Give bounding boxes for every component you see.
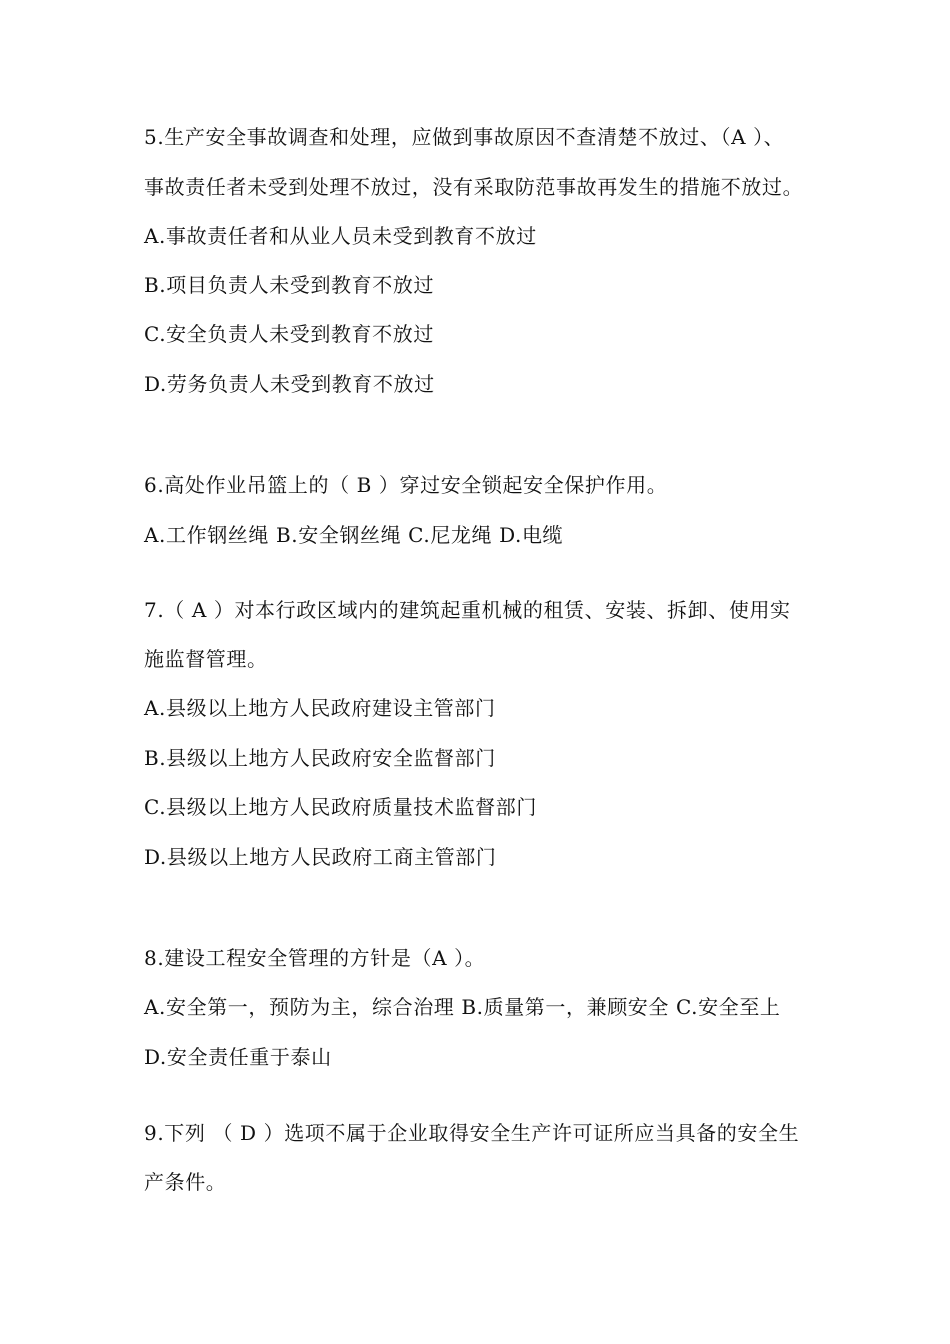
question-7-option-d: D.县级以上地方人民政府工商主管部门 xyxy=(144,845,497,869)
question-5-stem-line-2: 事故责任者未受到处理不放过，没有采取防范事故再发生的措施不放过。 xyxy=(144,175,804,199)
question-7-stem-line-2: 施监督管理。 xyxy=(144,647,268,671)
question-5-option-b: B.项目负责人未受到教育不放过 xyxy=(144,273,435,297)
question-5-option-a: A.事故责任者和从业人员未受到教育不放过 xyxy=(144,224,537,248)
question-7-option-b: B.县级以上地方人民政府安全监督部门 xyxy=(144,746,496,770)
question-6-stem-line-1: 6.高处作业吊篮上的（ B ）穿过安全锁起安全保护作用。 xyxy=(144,473,668,497)
question-5-option-c: C.安全负责人未受到教育不放过 xyxy=(144,322,434,346)
question-7-option-a: A.县级以上地方人民政府建设主管部门 xyxy=(144,696,496,720)
question-6-options: A.工作钢丝绳 B.安全钢丝绳 C.尼龙绳 D.电缆 xyxy=(144,523,564,547)
question-5-stem-line-1: 5.生产安全事故调查和处理，应做到事故原因不查清楚不放过、（A ）、 xyxy=(144,125,785,149)
question-5-option-d: D.劳务负责人未受到教育不放过 xyxy=(144,372,435,396)
question-7-stem-line-1: 7.（ A ）对本行政区域内的建筑起重机械的租赁、安装、拆卸、使用实 xyxy=(144,598,791,622)
question-9-stem-line-1: 9.下列 （ D ）选项不属于企业取得安全生产许可证所应当具备的安全生 xyxy=(144,1121,800,1145)
question-8-options-line-1: A.安全第一，预防为主，综合治理 B.质量第一，兼顾安全 C.安全至上 xyxy=(144,995,781,1019)
question-8-stem-line-1: 8.建设工程安全管理的方针是（A ）。 xyxy=(144,946,486,970)
question-9-stem-line-2: 产条件。 xyxy=(144,1170,227,1194)
question-8-options-line-2: D.安全责任重于泰山 xyxy=(144,1045,332,1069)
question-7-option-c: C.县级以上地方人民政府质量技术监督部门 xyxy=(144,795,537,819)
